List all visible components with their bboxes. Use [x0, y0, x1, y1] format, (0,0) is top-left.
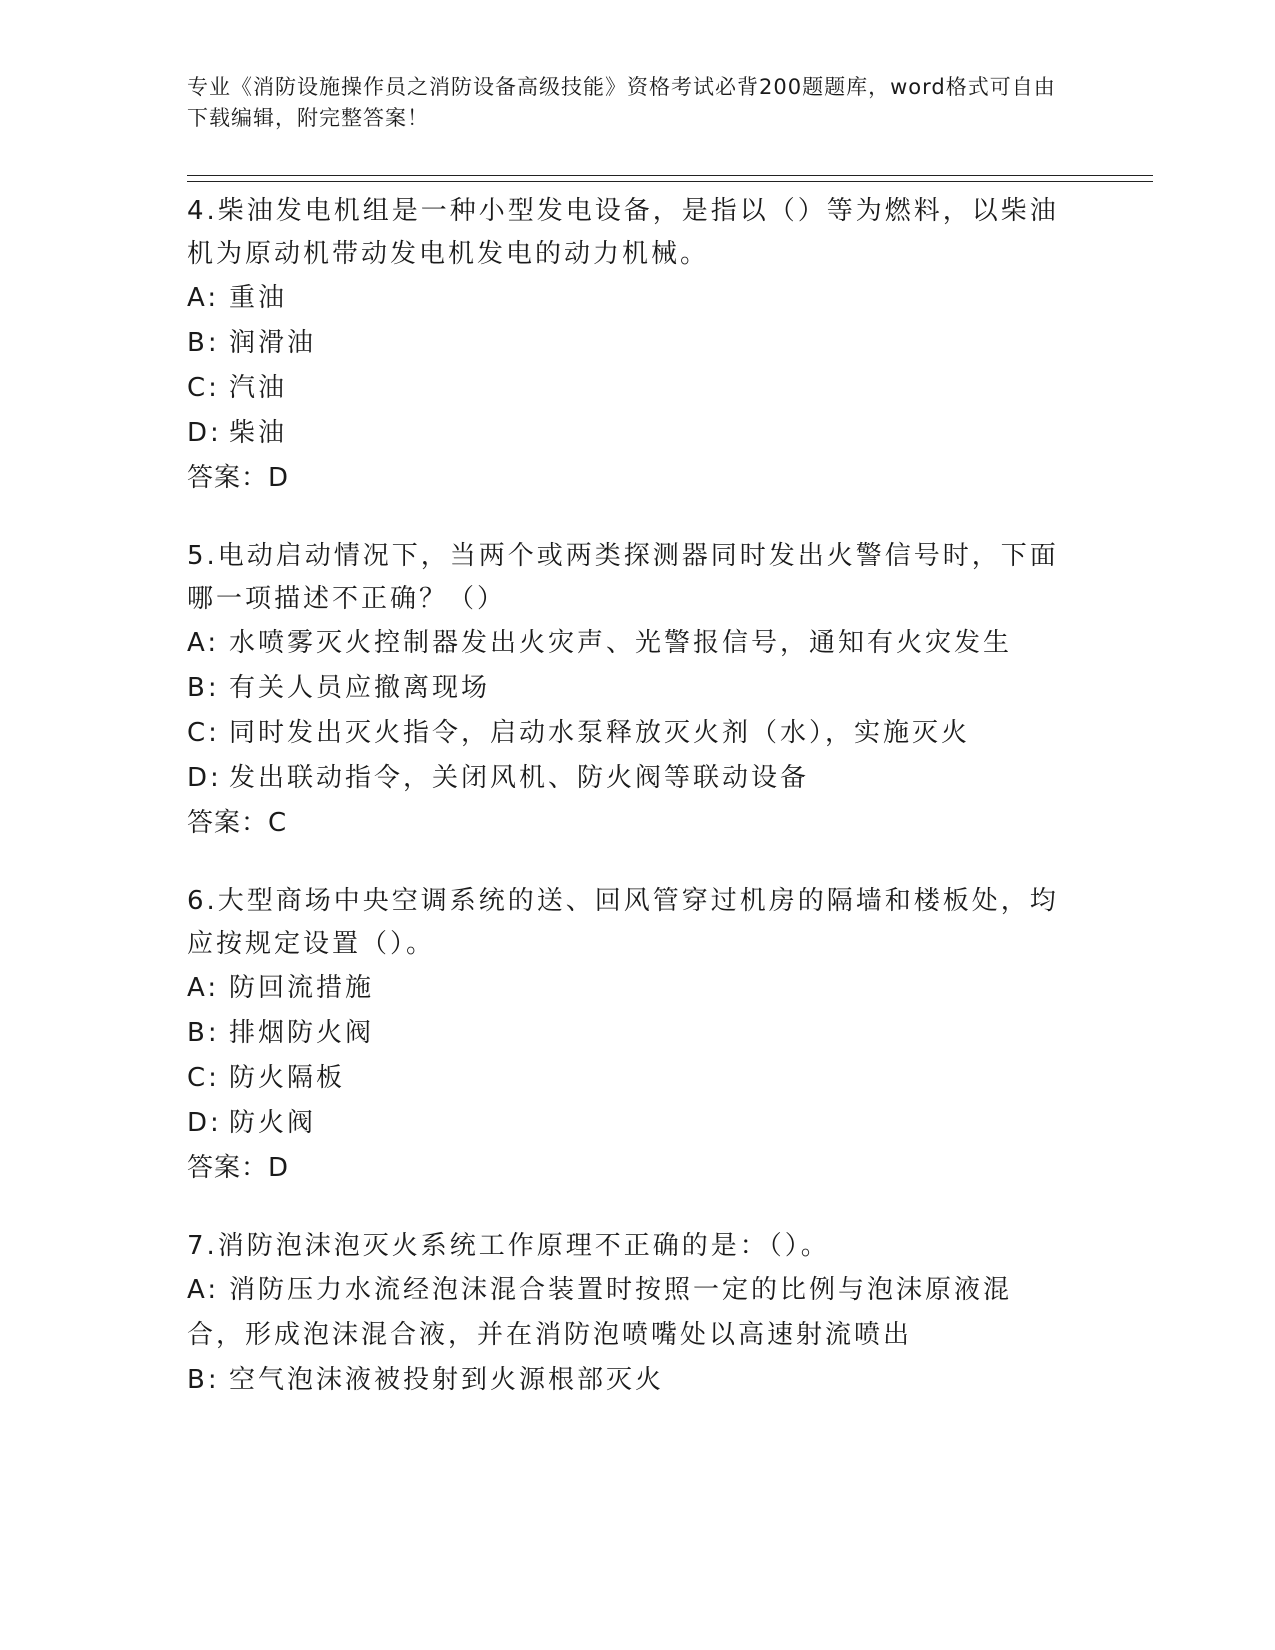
option-text: 防回流措施 — [229, 973, 375, 1003]
option-text: 排烟防火阀 — [229, 1018, 375, 1048]
option-d — [187, 756, 1067, 801]
option-text: 空气泡沫液被投射到火源根部灭火 — [229, 1365, 665, 1395]
option-text: 消防压力水流经泡沫混合装置时按照一定的比例与泡沫原液混合，形成泡沫混合液，并在消防泡喷嘴处以高速射流喷出 — [187, 1275, 1013, 1350]
option-letter: C: — [187, 718, 220, 748]
question-5 — [187, 535, 1067, 846]
option-c — [187, 366, 1067, 411]
option-c — [187, 711, 1067, 756]
option-letter: D: — [187, 763, 222, 793]
option-d — [187, 411, 1067, 456]
option-letter: B: — [187, 1018, 220, 1048]
option-text: 有关人员应撤离现场 — [229, 673, 491, 703]
header-divider-bottom — [187, 181, 1153, 182]
option-text: 防火阀 — [229, 1108, 317, 1138]
option-a — [187, 1268, 1067, 1358]
option-c — [187, 1056, 1067, 1101]
option-letter: C: — [187, 1063, 220, 1093]
option-b — [187, 321, 1067, 366]
option-letter: D: — [187, 418, 222, 448]
question-list — [187, 190, 1067, 1437]
document-header: 专业《消防设施操作员之消防设备高级技能》资格考试必背200题题库，word格式可自由下载编辑，附完整答案！ — [187, 75, 1056, 130]
option-text: 柴油 — [229, 418, 288, 448]
option-letter: D: — [187, 1108, 222, 1138]
option-text: 防火隔板 — [229, 1063, 346, 1093]
question-stem: 4.柴油发电机组是一种小型发电设备，是指以（）等为燃料，以柴油机为原动机带动发电机发电的动力机械。 — [187, 196, 1059, 269]
option-letter: B: — [187, 673, 220, 703]
question-stem: 7.消防泡沫泡灭火系统工作原理不正确的是：（）。 — [187, 1231, 830, 1261]
question-6 — [187, 880, 1067, 1191]
question-stem: 6.大型商场中央空调系统的送、回风管穿过机房的隔墙和楼板处，均应按规定设置（）。 — [187, 886, 1059, 959]
option-b — [187, 1358, 1067, 1403]
question-4 — [187, 190, 1067, 501]
option-letter: A: — [187, 283, 220, 313]
question-stem: 5.电动启动情况下，当两个或两类探测器同时发出火警信号时，下面哪一项描述不正确？（） — [187, 541, 1059, 614]
answer-line: 答案：D — [187, 463, 290, 493]
option-text: 润滑油 — [229, 328, 317, 358]
answer-line: 答案：C — [187, 808, 288, 838]
option-text: 汽油 — [229, 373, 288, 403]
option-b — [187, 666, 1067, 711]
answer-line: 答案：D — [187, 1153, 290, 1183]
question-7 — [187, 1225, 1067, 1403]
option-letter: B: — [187, 328, 220, 358]
option-text: 发出联动指令，关闭风机、防火阀等联动设备 — [229, 763, 810, 793]
option-letter: A: — [187, 973, 220, 1003]
option-d — [187, 1101, 1067, 1146]
option-text: 同时发出灭火指令，启动水泵释放灭火剂（水），实施灭火 — [229, 718, 971, 748]
header-divider-top — [187, 175, 1153, 176]
option-letter: A: — [187, 628, 220, 658]
option-b — [187, 1011, 1067, 1056]
option-a — [187, 621, 1067, 666]
option-a — [187, 966, 1067, 1011]
option-letter: C: — [187, 373, 220, 403]
option-text: 水喷雾灭火控制器发出火灾声、光警报信号，通知有火灾发生 — [229, 628, 1013, 658]
option-text: 重油 — [229, 283, 288, 313]
option-letter: B: — [187, 1365, 220, 1395]
option-a — [187, 276, 1067, 321]
option-letter: A: — [187, 1275, 220, 1305]
